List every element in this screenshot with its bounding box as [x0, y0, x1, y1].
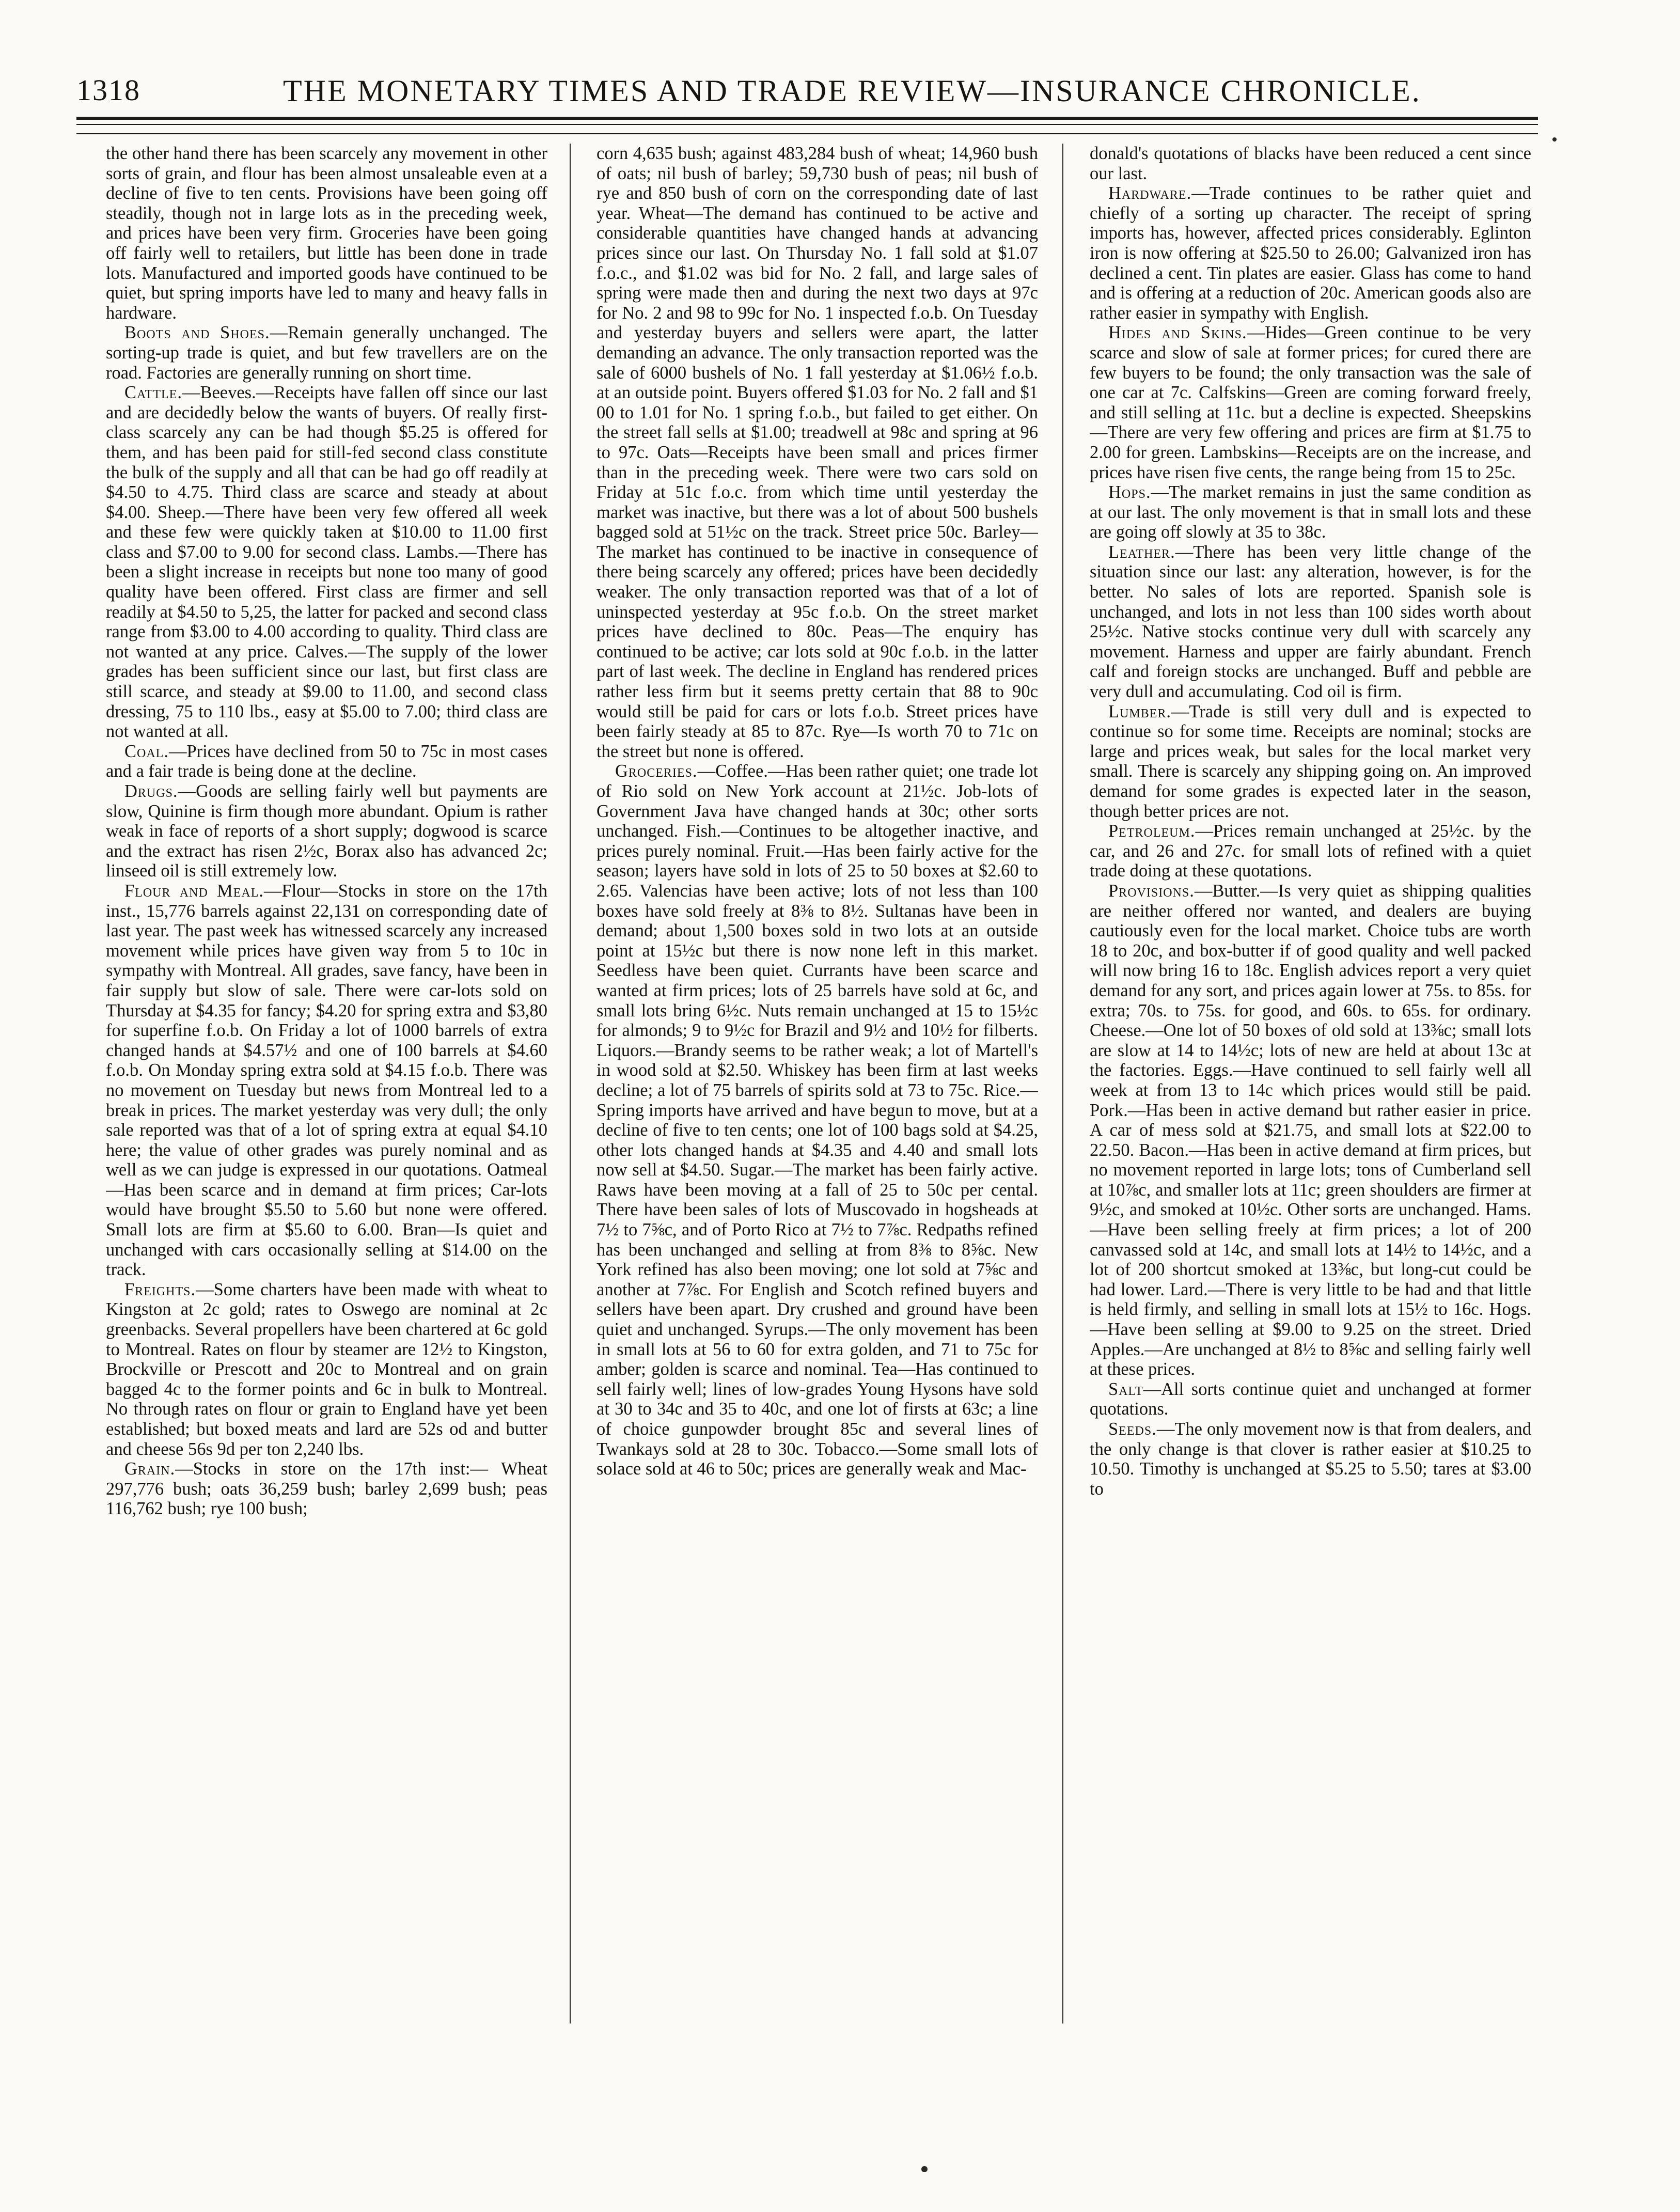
- section-heading: Hops.: [1108, 482, 1151, 503]
- section-text: —Some charters have been made with wheat to Kingston at 2c gold; rates to Oswego are nominal at 2c greenbacks. Several propellers have been chartered at 6c gold to Montreal. Rates on flour by steamer are 12½ to Kingston, Brockville or Prescott and 20c to Montreal and on grain bagged 4c to the former points and 6c in bulk to Montreal. No through rates on flour or grain to England have yet been established; but boxed meats and lard are 52s od and butter and cheese 56s 9d per ton 2,240 lbs.: [106, 1279, 547, 1459]
- market-section-paragraph: [1090, 323, 1531, 482]
- continued-paragraph: [106, 144, 547, 323]
- section-heading: Drugs.: [124, 781, 178, 801]
- section-text: —Flour—Stocks in store on the 17th inst., 15,776 barrels against 22,131 on corresponding date of last year. The past week has witnessed scarcely any increased movement while prices have given way from 5 to 10c in sympathy with Montreal. All grades, save fancy, have been in fair supply but slow of sale. There were car-lots sold on Thursday at $4.35 for fancy; $4.20 for spring extra and $3,80 for superfine f.o.b. On Friday a lot of 1000 barrels of extra changed hands at $4.57½ and one of 100 barrels at $4.60 f.o.b. On Monday spring extra sold at $4.15 f.o.b. There was no movement on Tuesday but news from Montreal led to a break in prices. The market yesterday was very dull; the only sale reported was that of a lot of spring extra at equal $4.10 here; the value of other grades was purely nominal and as well as we can judge is expressed in our quotations. Oatmeal—Has been scarce and in demand at firm prices; Car-lots would have brought $5.50 to 5.60 but none were offered. Small lots are firm at $5.60 to 6.00. Bran—Is quiet and unchanged with cars occasionally selling at $14.00 on the track.: [106, 881, 547, 1280]
- page-header: [76, 72, 1538, 114]
- section-text: —The only movement now is that from dealers, and the only change is that clover is rather easier at $10.25 to 10.50. Timothy is unchanged at $5.25 to 5.50; tares at $3.00 to: [1090, 1419, 1531, 1499]
- column-2: [596, 144, 1038, 2044]
- column-1: [106, 144, 547, 2044]
- page-number: 1318: [76, 73, 140, 107]
- column-divider: [570, 144, 571, 2023]
- masthead-title: THE MONETARY TIMES AND TRADE REVIEW—INSURANCE CHRONICLE.: [283, 74, 1421, 108]
- section-text: —All sorts continue quiet and unchanged at former quotations.: [1090, 1379, 1531, 1419]
- continued-paragraph: [596, 144, 1038, 761]
- section-heading: Lumber.: [1108, 701, 1172, 721]
- article-columns: [106, 144, 1536, 2044]
- section-heading: Groceries.: [615, 761, 698, 781]
- section-heading: Coal.: [124, 741, 169, 761]
- section-heading: Hides and Skins.: [1108, 323, 1247, 343]
- section-heading: Petroleum.: [1108, 821, 1196, 841]
- section-text: —Remain generally unchanged. The sorting-up trade is quiet, and but few travellers are on the road. Factories are generally running on short time.: [106, 323, 547, 383]
- market-section-paragraph: [106, 742, 547, 781]
- section-text: —Hides—Green continue to be very scarce and slow of sale at former prices; for cured there are few buyers to be found; the only transaction was the sale of one car at 7c. Calfskins—Green are coming forward freely, and still selling at 11c. but a decline is expected. Sheepskins—There are very few offering and prices are firm at $1.75 to 2.00 for green. Lambskins—Receipts are on the increase, and prices have risen five cents, the range being from 15 to 25c.: [1090, 323, 1531, 482]
- market-section-paragraph: [106, 323, 547, 383]
- market-section-paragraph: [596, 761, 1038, 1479]
- market-section-paragraph: [1090, 542, 1531, 702]
- header-rule-thick: [76, 117, 1538, 120]
- section-heading: Cattle.: [124, 383, 182, 403]
- section-text: —Butter.—Is very quiet as shipping qualities are neither offered nor wanted, and dealers are buying cautiously even for the local market. Choice tubs are worth 18 to 20c, and box-butter if of good quality and well packed will now bring 16 to 18c. English advices report a very quiet demand for any sort, and prices again lower at 75s. to 85s. for extra; 70s. to 75s. for good, and 60s. to 65s. for ordinary. Cheese.—One lot of 50 boxes of old sold at 13⅜c; small lots are slow at 14 to 14½c; lots of new are held at about 13c at the factories. Eggs.—Have continued to sell fairly well all week at from 13 to 14c which prices would still be paid. Pork.—Has been in active demand but rather easier in price. A car of mess sold at $21.75, and small lots at $22.00 to 22.50. Bacon.—Has been in active demand at firm prices, but no movement reported in large lots; tons of Cumberland sell at 10⅞c, and smaller lots at 11c; green shoulders are firmer at 9½c, and smoked at 10½c. Other sorts are unchanged. Hams.—Have been selling freely at firm prices; a lot of 200 canvassed sold at 14c, and small lots at 14½ to 14½c, and a lot of 200 shortcut smoked at 13⅜c, but long-cut could be had lower. Lard.—There is very little to be had and that little is held firmly, and selling in small lots at 15½ to 16c. Hogs.—Have been selling at $9.00 to 9.25 on the street. Dried Apples.—Are unchanged at 8½ to 8⅝c and selling fairly well at these prices.: [1090, 881, 1531, 1379]
- section-heading: Leather.: [1108, 542, 1175, 562]
- header-rule-thin: [76, 124, 1538, 125]
- section-heading: Provisions.: [1108, 881, 1195, 901]
- section-text: —Coffee.—Has been rather quiet; one trade lot of Rio sold on New York account at 21½c. Job-lots of Government Java have changed hands at 30c; other sorts unchanged. Fish.—Continues to be altogether inactive, and prices purely nominal. Fruit.—Has been fairly active for the season; layers have sold in lots of 25 to 50 boxes at $2.60 to 2.65. Valencias have been active; lots of not less than 100 boxes have sold freely at 8⅜ to 8½. Sultanas have been in demand; about 1,500 boxes sold in two lots at an outside point at 15½c but there is now none left in this market. Seedless have been quiet. Currants have been scarce and wanted at firm prices; lots of 25 barrels have sold at 6c, and small lots bring 6½c. Nuts remain unchanged at 15 to 15½c for almonds; 9 to 9½c for Brazil and 9½ and 10½ for filberts. Liquors.—Brandy seems to be rather weak; a lot of Martell's in wood sold at $2.50. Whiskey has been firm at last weeks decline; a lot of 75 barrels of spirits sold at 73 to 75c. Rice.—Spring imports have arrived and have begun to move, but at a decline of five to ten cents; one lot of 100 bags sold at $4.25, other lots changed hands at $4.35 and 4.40 and small lots now sell at $4.50. Sugar.—The market has been fairly active. Raws have been moving at a fall of 25 to 50c per cental. There have been sales of lots of Muscovado in hogsheads at 7½ to 7⅝c, and of Porto Rico at 7½ to 7⅞c. Redpaths refined has been unchanged and selling at from 8⅜ to 8⅝c. New York refined has also been moving; one lot sold at 7⅝c and another at 7⅞c. For English and Scotch refined buyers and sellers have been apart. Dry crushed and ground have been quiet and unchanged. Syrups.—The only movement has been in small lots at 56 to 60 for extra golden, and 71 to 75c for amber; golden is scarce and nominal. Tea—Has continued to sell fairly well; lines of low-grades Young Hysons have sold at 30 to 34c and 35 to 40c, and one lot of firsts at 63c; a line of choice gunpowder brought 85c and several lines of Twankays sold at 28 to 30c. Tobacco.—Some small lots of solace sold at 46 to 50c; prices are generally weak and Mac-: [596, 761, 1038, 1479]
- section-text: corn 4,635 bush; against 483,284 bush of wheat; 14,960 bush of oats; nil bush of barley; 59,730 bush of peas; nil bush of rye and 850 bush of corn on the corresponding date of last year. Wheat—The demand has continued to be active and considerable quantities have changed hands at advancing prices since our last. On Thursday No. 1 fall sold at $1.07 f.o.c., and $1.02 was bid for No. 2 fall, and large sales of spring were made then and during the next two days at 97c for No. 2 and 98 to 99c for No. 1 inspected f.o.b. On Tuesday and yesterday buyers and sellers were apart, the latter demanding an advance. The only transaction reported was the sale of 6000 bushels of No. 1 fall yesterday at $1.06½ f.o.b. at an outside point. Buyers offered $1.03 for No. 2 fall and $1 00 to 1.01 for No. 1 spring f.o.b., but failed to get either. On the street fall sells at $1.00; treadwell at 98c and spring at 96 to 97c. Oats—Receipts have been small and prices firmer than in the preceding week. There were two cars sold on Friday at 51c f.o.c. from which time until yesterday the market was inactive, but there was a lot of about 500 bushels bagged sold at 51½c on the track. Street price 50c. Barley—The market has continued to be inactive in consequence of there being scarcely any offered; prices have been decidedly weaker. The only transaction reported was that of a lot of uninspected yesterday at 95c f.o.b. On the street market prices have declined to 80c. Peas—The enquiry has continued to be active; car lots sold at 90c f.o.b. in the latter part of last week. The decline in England has rendered prices rather less firm but it seems pretty certain that 88 to 90c would still be paid for cars or lots f.o.b. Street prices have been fairly steady at 85 to 87c. Rye—Is worth 70 to 71c on the street but none is offered.: [596, 144, 1038, 761]
- section-text: the other hand there has been scarcely any movement in other sorts of grain, and flour has been almost unsaleable even at a decline of five to ten cents. Provisions have been going off steadily, though not in large lots as in the preceding week, and prices have been very firm. Groceries have been going off fairly well to retailers, but little has been done in trade lots. Manufactured and imported goods have continued to be quiet, but spring imports have led to many and heavy falls in hardware.: [106, 144, 547, 323]
- section-heading: Boots and Shoes.: [124, 323, 270, 343]
- section-text: —Beeves.—Receipts have fallen off since our last and are decidedly below the wants of buyers. Of really first-class scarcely any can be had though $5.25 is offered for them, and has been paid for still-fed second class constitute the bulk of the supply and all that can be had go off readily at $4.50 to 4.75. Third class are scarce and steady at about $4.00. Sheep.—There have been very few offered all week and these few were quickly taken at $10.00 to 11.00 first class and $7.00 to 9.00 for second class. Lambs.—There has been a slight increase in receipts but none too many of good quality have been offered. First class are firmer and sell readily at $4.50 to 5,25, the latter for packed and second class range from $3.00 to 4.00 according to quality. Third class are not wanted at any price. Calves.—The supply of the lower grades has been sufficient since our last, but first class are still scarce, and steady at $9.00 to 11.00, and second class dressing, 75 to 110 lbs., easy at $5.00 to 7.00; third class are not wanted at all.: [106, 383, 547, 742]
- market-section-paragraph: [106, 1280, 547, 1459]
- section-text: —Goods are selling fairly well but payments are slow, Quinine is firm though more abundant. Opium is rather weak in face of reports of a short supply; dogwood is scarce and the extract has risen 2½c, Borax also has advanced 2c; linseed oil is still extremely low.: [106, 781, 547, 881]
- section-heading: Hardware.: [1108, 183, 1192, 203]
- market-section-paragraph: [1090, 1379, 1531, 1419]
- market-section-paragraph: [1090, 881, 1531, 1379]
- market-section-paragraph: [106, 1459, 547, 1519]
- market-section-paragraph: [1090, 702, 1531, 822]
- market-section-paragraph: [106, 383, 547, 742]
- section-text: —Prices have declined from 50 to 75c in most cases and a fair trade is being done at the decline.: [106, 741, 547, 781]
- section-text: —There has been very little change of the situation since our last: any alteration, however, is for the better. No sales of lots are reported. Spanish sole is unchanged, and lots in not less than 100 sides worth about 25½c. Native stocks continue very dull with scarcely any movement. Harness and upper are fairly abundant. French calf and foreign stocks are unchanged. Buff and pebble are very dull and accumulating. Cod oil is firm.: [1090, 542, 1531, 702]
- section-heading: Freights.: [124, 1279, 196, 1299]
- section-heading: Grain.: [124, 1459, 176, 1479]
- section-text: —Stocks in store on the 17th inst:— Wheat 297,776 bush; oats 36,259 bush; barley 2,699 bush; peas 116,762 bush; rye 100 bush;: [106, 1459, 547, 1519]
- market-section-paragraph: [106, 781, 547, 881]
- section-text: —The market remains in just the same condition as at our last. The only movement is that in small lots and these are going off slowly at 35 to 38c.: [1090, 482, 1531, 542]
- header-rule-thin-lower: [76, 133, 1538, 134]
- section-heading: Flour and Meal.: [124, 881, 264, 901]
- column-divider: [1062, 144, 1063, 2023]
- column-3: [1090, 144, 1531, 2044]
- section-heading: Seeds.: [1108, 1419, 1157, 1439]
- section-text: —Prices remain unchanged at 25½c. by the car, and 26 and 27c. for small lots of refined with a quiet trade doing at these quotations.: [1090, 821, 1531, 881]
- section-text: —Trade continues to be rather quiet and chiefly of a sorting up character. The receipt of spring imports has, however, affected prices considerably. Eglinton iron is now offering at $25.50 to 26.00; Galvanized iron has declined a cent. Tin plates are easier. Glass has come to hand and is offering at a reduction of 20c. American goods also are rather easier in sympathy with English.: [1090, 183, 1531, 323]
- market-section-paragraph: [1090, 482, 1531, 542]
- continued-paragraph: [1090, 144, 1531, 183]
- section-text: —Trade is still very dull and is expected to continue so for some time. Receipts are nominal; stocks are large and prices weak, but sales for the local market very small. There is scarcely any shipping going on. An improved demand for some grades is expected later in the season, though better prices are not.: [1090, 701, 1531, 821]
- section-text: donald's quotations of blacks have been reduced a cent since our last.: [1090, 144, 1531, 183]
- section-heading: Salt: [1108, 1379, 1143, 1399]
- market-section-paragraph: [1090, 821, 1531, 881]
- market-section-paragraph: [106, 881, 547, 1280]
- market-section-paragraph: [1090, 183, 1531, 323]
- market-section-paragraph: [1090, 1419, 1531, 1499]
